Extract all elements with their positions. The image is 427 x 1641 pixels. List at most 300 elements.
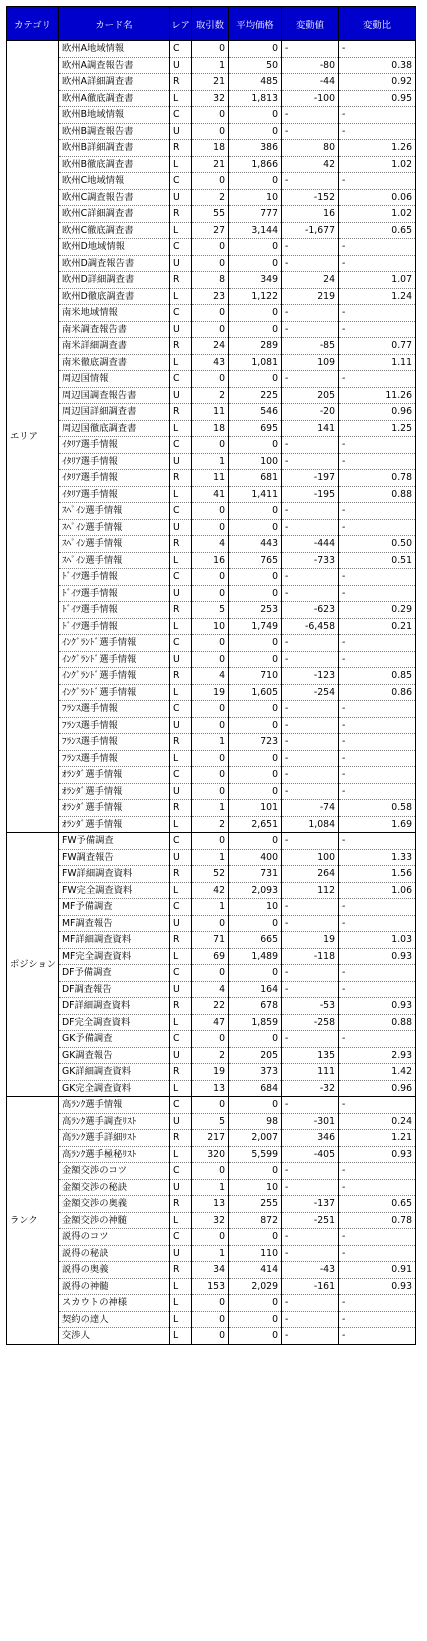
change-value-cell xyxy=(282,1245,339,1262)
card-name-cell: 南米詳細調査書 xyxy=(59,338,170,355)
table-row xyxy=(7,750,416,767)
avg-price-cell: 0 xyxy=(229,437,282,454)
rarity-cell: R xyxy=(170,1064,192,1081)
rarity-cell: L xyxy=(170,1080,192,1097)
trades-cell: 1 xyxy=(192,1179,229,1196)
change-value-value: - xyxy=(285,917,289,929)
trades-cell: 24 xyxy=(192,338,229,355)
avg-price-cell: 225 xyxy=(229,387,282,404)
trades-cell: 0 xyxy=(192,833,229,850)
rarity-cell: R xyxy=(170,734,192,751)
change-value-value: - xyxy=(285,1330,289,1341)
change-value-value: - xyxy=(285,373,289,384)
table-row xyxy=(7,140,416,157)
card-name-cell: 交渉人 xyxy=(59,1328,170,1345)
table-row xyxy=(7,833,416,850)
rarity-cell: R xyxy=(170,866,192,883)
avg-price-cell: 710 xyxy=(229,668,282,685)
change-ratio-value: - xyxy=(342,521,346,533)
table-row xyxy=(7,74,416,91)
change-ratio-cell xyxy=(339,1295,416,1312)
card-name-cell: 欧州A地域情報 xyxy=(59,41,170,58)
card-name-cell: 欧州D調査報告書 xyxy=(59,255,170,272)
change-ratio-cell xyxy=(339,1031,416,1048)
change-value-cell xyxy=(282,849,339,866)
change-ratio-cell xyxy=(339,800,416,817)
header-row xyxy=(7,7,416,41)
avg-price-cell: 0 xyxy=(229,585,282,602)
change-ratio-value: 1.06 xyxy=(391,884,412,896)
card-name-cell: ﾄﾞｲﾂ選手情報 xyxy=(59,585,170,602)
trades-cell: 0 xyxy=(192,371,229,388)
change-value-cell xyxy=(282,140,339,157)
change-ratio-cell xyxy=(339,585,416,602)
rarity-cell: R xyxy=(170,272,192,289)
card-name-cell: ｲﾀﾘｱ選手情報 xyxy=(59,437,170,454)
avg-price-cell: 1,749 xyxy=(229,618,282,635)
table-row xyxy=(7,1130,416,1147)
change-ratio-cell xyxy=(339,1163,416,1180)
card-name-cell: 周辺国情報 xyxy=(59,371,170,388)
card-name-cell: ｲﾀﾘｱ選手情報 xyxy=(59,486,170,503)
change-value-cell xyxy=(282,767,339,784)
table-row xyxy=(7,701,416,718)
change-ratio-cell xyxy=(339,866,416,883)
change-ratio-value: 1.21 xyxy=(391,1132,412,1144)
card-name-cell: 欧州A徹底調査書 xyxy=(59,90,170,107)
change-value-cell xyxy=(282,239,339,256)
category-cell: エリア xyxy=(7,41,59,833)
trades-cell: 1 xyxy=(192,734,229,751)
rarity-cell: U xyxy=(170,915,192,932)
card-name-cell: DF完全調査資料 xyxy=(59,1014,170,1031)
rarity-cell: U xyxy=(170,783,192,800)
change-ratio-cell xyxy=(339,420,416,437)
trades-cell: 0 xyxy=(192,1097,229,1114)
rarity-cell: L xyxy=(170,948,192,965)
card-name-cell: ｽﾍﾟｲﾝ選手情報 xyxy=(59,503,170,520)
avg-price-cell: 10 xyxy=(229,189,282,206)
trades-cell: 4 xyxy=(192,981,229,998)
table-row xyxy=(7,90,416,107)
table-row xyxy=(7,816,416,833)
change-ratio-value: - xyxy=(342,1165,346,1176)
trades-cell: 32 xyxy=(192,1212,229,1229)
change-value-cell xyxy=(282,387,339,404)
change-ratio-value: 1.07 xyxy=(391,274,412,286)
change-ratio-cell xyxy=(339,1196,416,1213)
change-ratio-cell xyxy=(339,57,416,74)
trades-cell: 0 xyxy=(192,651,229,668)
table-row xyxy=(7,371,416,388)
rarity-cell: C xyxy=(170,1229,192,1246)
rarity-cell: R xyxy=(170,1130,192,1147)
trades-cell: 0 xyxy=(192,585,229,602)
rarity-cell: L xyxy=(170,882,192,899)
change-value-value: - xyxy=(285,1165,289,1176)
change-value-cell xyxy=(282,486,339,503)
avg-price-cell: 2,651 xyxy=(229,816,282,833)
table-row xyxy=(7,552,416,569)
avg-price-cell: 50 xyxy=(229,57,282,74)
avg-price-cell: 0 xyxy=(229,503,282,520)
table-row xyxy=(7,1163,416,1180)
rarity-cell: L xyxy=(170,684,192,701)
change-value-value: -6,458 xyxy=(305,620,335,632)
change-ratio-value: - xyxy=(342,983,346,995)
trades-cell: 69 xyxy=(192,948,229,965)
trades-cell: 0 xyxy=(192,123,229,140)
change-ratio-cell xyxy=(339,321,416,338)
change-ratio-value: - xyxy=(342,1297,346,1308)
rarity-cell: U xyxy=(170,1245,192,1262)
avg-price-cell: 0 xyxy=(229,41,282,58)
card-name-cell: MF予備調査 xyxy=(59,899,170,916)
avg-price-cell: 665 xyxy=(229,932,282,949)
avg-price-cell: 723 xyxy=(229,734,282,751)
change-value-value: 1,084 xyxy=(308,818,335,830)
change-value-value: -161 xyxy=(313,1280,335,1292)
trades-cell: 0 xyxy=(192,173,229,190)
table-row xyxy=(7,288,416,305)
trades-cell: 2 xyxy=(192,1047,229,1064)
avg-price-cell: 0 xyxy=(229,717,282,734)
card-price-table xyxy=(6,6,416,1345)
avg-price-cell: 0 xyxy=(229,915,282,932)
change-value-cell xyxy=(282,189,339,206)
change-ratio-value: 0.93 xyxy=(391,950,412,962)
header-category: カテゴリ xyxy=(7,7,59,41)
change-ratio-value: - xyxy=(342,719,346,731)
card-name-cell: 説得の奥義 xyxy=(59,1262,170,1279)
card-name-cell: GK予備調査 xyxy=(59,1031,170,1048)
trades-cell: 21 xyxy=(192,156,229,173)
avg-price-cell: 0 xyxy=(229,107,282,124)
change-ratio-value: - xyxy=(342,1330,346,1341)
card-name-cell: 欧州C徹底調査書 xyxy=(59,222,170,239)
change-value-cell xyxy=(282,519,339,536)
change-value-value: - xyxy=(285,1181,289,1193)
avg-price-cell: 1,605 xyxy=(229,684,282,701)
rarity-cell: L xyxy=(170,486,192,503)
card-name-cell: 高ﾗﾝｸ選手調査ﾘｽﾄ xyxy=(59,1113,170,1130)
table-row xyxy=(7,1196,416,1213)
change-value-cell xyxy=(282,800,339,817)
trades-cell: 32 xyxy=(192,90,229,107)
change-ratio-cell xyxy=(339,602,416,619)
change-ratio-cell xyxy=(339,486,416,503)
change-value-cell xyxy=(282,404,339,421)
avg-price-cell: 100 xyxy=(229,453,282,470)
change-ratio-value: 0.51 xyxy=(391,554,412,566)
avg-price-cell: 255 xyxy=(229,1196,282,1213)
rarity-cell: L xyxy=(170,1295,192,1312)
change-ratio-cell xyxy=(339,998,416,1015)
change-value-cell xyxy=(282,965,339,982)
rarity-cell: U xyxy=(170,1179,192,1196)
change-value-value: - xyxy=(285,1247,289,1259)
change-value-value: - xyxy=(285,736,289,747)
change-ratio-value: 0.78 xyxy=(391,472,412,484)
trades-cell: 16 xyxy=(192,552,229,569)
change-ratio-value: - xyxy=(342,637,346,648)
card-name-cell: ｲﾀﾘｱ選手情報 xyxy=(59,453,170,470)
rarity-cell: C xyxy=(170,371,192,388)
avg-price-cell: 414 xyxy=(229,1262,282,1279)
change-value-value: -254 xyxy=(313,686,335,698)
change-value-cell xyxy=(282,734,339,751)
trades-cell: 18 xyxy=(192,140,229,157)
change-ratio-value: - xyxy=(342,1099,346,1110)
change-value-cell xyxy=(282,932,339,949)
change-ratio-value: 0.06 xyxy=(391,191,412,203)
rarity-cell: L xyxy=(170,816,192,833)
change-ratio-cell xyxy=(339,684,416,701)
table-row xyxy=(7,981,416,998)
change-value-value: 100 xyxy=(317,851,335,863)
trades-cell: 0 xyxy=(192,1163,229,1180)
avg-price-cell: 0 xyxy=(229,635,282,652)
change-value-cell xyxy=(282,1295,339,1312)
table-row xyxy=(7,1179,416,1196)
avg-price-cell: 777 xyxy=(229,206,282,223)
change-value-value: - xyxy=(285,967,289,978)
change-value-cell xyxy=(282,668,339,685)
change-value-cell xyxy=(282,123,339,140)
table-row xyxy=(7,156,416,173)
card-name-cell: ｵﾗﾝﾀﾞ選手情報 xyxy=(59,783,170,800)
rarity-cell: U xyxy=(170,57,192,74)
card-name-cell: GK詳細調査資料 xyxy=(59,1064,170,1081)
avg-price-cell: 872 xyxy=(229,1212,282,1229)
rarity-cell: C xyxy=(170,1097,192,1114)
rarity-cell: C xyxy=(170,305,192,322)
change-value-value: -44 xyxy=(319,76,335,88)
trades-cell: 0 xyxy=(192,437,229,454)
change-value-cell xyxy=(282,1163,339,1180)
change-value-cell xyxy=(282,569,339,586)
trades-cell: 2 xyxy=(192,189,229,206)
card-name-cell: DF調査報告 xyxy=(59,981,170,998)
avg-price-cell: 678 xyxy=(229,998,282,1015)
change-value-value: 219 xyxy=(317,290,335,302)
header-trades: 取引数 xyxy=(192,7,229,41)
table-row xyxy=(7,899,416,916)
rarity-cell: U xyxy=(170,453,192,470)
change-ratio-cell xyxy=(339,932,416,949)
table-row xyxy=(7,585,416,602)
card-name-cell: ﾄﾞｲﾂ選手情報 xyxy=(59,602,170,619)
rarity-cell: R xyxy=(170,1196,192,1213)
trades-cell: 0 xyxy=(192,767,229,784)
change-value-cell xyxy=(282,371,339,388)
avg-price-cell: 98 xyxy=(229,1113,282,1130)
change-value-cell xyxy=(282,420,339,437)
header-avg-price: 平均価格 xyxy=(229,7,282,41)
trades-cell: 0 xyxy=(192,750,229,767)
change-value-value: - xyxy=(285,1313,289,1325)
rarity-cell: L xyxy=(170,156,192,173)
change-ratio-cell xyxy=(339,453,416,470)
change-value-cell xyxy=(282,1014,339,1031)
change-value-value: - xyxy=(285,455,289,467)
change-ratio-value: - xyxy=(342,835,346,846)
card-name-cell: 欧州C詳細調査書 xyxy=(59,206,170,223)
change-ratio-value: - xyxy=(342,505,346,516)
rarity-cell: R xyxy=(170,74,192,91)
rarity-cell: R xyxy=(170,470,192,487)
change-value-value: - xyxy=(285,241,289,252)
change-ratio-value: - xyxy=(342,1231,346,1242)
avg-price-cell: 731 xyxy=(229,866,282,883)
change-value-cell xyxy=(282,717,339,734)
rarity-cell: C xyxy=(170,173,192,190)
change-value-value: 109 xyxy=(317,356,335,368)
change-value-cell xyxy=(282,684,339,701)
change-ratio-cell xyxy=(339,189,416,206)
card-name-cell: ｵﾗﾝﾀﾞ選手情報 xyxy=(59,767,170,784)
avg-price-cell: 1,411 xyxy=(229,486,282,503)
change-value-value: -74 xyxy=(319,802,335,814)
card-name-cell: ｲﾝｸﾞﾗﾝﾄﾞ選手情報 xyxy=(59,684,170,701)
table-row xyxy=(7,305,416,322)
change-ratio-value: 0.29 xyxy=(391,604,412,616)
change-ratio-value: 0.78 xyxy=(391,1214,412,1226)
change-value-cell xyxy=(282,305,339,322)
rarity-cell: L xyxy=(170,1014,192,1031)
change-ratio-value: - xyxy=(342,109,346,120)
table-row xyxy=(7,998,416,1015)
rarity-cell: U xyxy=(170,1113,192,1130)
change-ratio-value: - xyxy=(342,769,346,780)
rarity-cell: C xyxy=(170,437,192,454)
change-ratio-value: 2.93 xyxy=(391,1049,412,1061)
change-value-value: - xyxy=(285,1099,289,1110)
change-ratio-value: 0.65 xyxy=(391,1198,412,1210)
trades-cell: 0 xyxy=(192,503,229,520)
card-name-cell: GK完全調査資料 xyxy=(59,1080,170,1097)
table-row xyxy=(7,882,416,899)
card-name-cell: 周辺国徹底調査書 xyxy=(59,420,170,437)
change-value-cell xyxy=(282,1031,339,1048)
table-row xyxy=(7,602,416,619)
change-value-value: - xyxy=(285,637,289,648)
change-ratio-value: 1.42 xyxy=(391,1066,412,1078)
change-value-value: - xyxy=(285,785,289,797)
table-row xyxy=(7,635,416,652)
avg-price-cell: 0 xyxy=(229,1097,282,1114)
change-value-value: -100 xyxy=(313,92,335,104)
avg-price-cell: 0 xyxy=(229,1311,282,1328)
change-ratio-value: - xyxy=(342,571,346,582)
table-row xyxy=(7,420,416,437)
change-ratio-cell xyxy=(339,1047,416,1064)
table-row xyxy=(7,272,416,289)
table-row xyxy=(7,123,416,140)
change-ratio-cell xyxy=(339,1245,416,1262)
change-value-value: 80 xyxy=(323,142,335,154)
change-ratio-cell xyxy=(339,1262,416,1279)
change-ratio-cell xyxy=(339,981,416,998)
table-row xyxy=(7,536,416,553)
rarity-cell: R xyxy=(170,536,192,553)
card-name-cell: DF詳細調査資料 xyxy=(59,998,170,1015)
rarity-cell: L xyxy=(170,1311,192,1328)
table-row xyxy=(7,354,416,371)
rarity-cell: C xyxy=(170,41,192,58)
change-ratio-cell xyxy=(339,734,416,751)
change-ratio-cell xyxy=(339,338,416,355)
change-value-value: - xyxy=(285,571,289,582)
card-name-cell: 欧州D地域情報 xyxy=(59,239,170,256)
change-ratio-cell xyxy=(339,519,416,536)
table-row xyxy=(7,486,416,503)
change-ratio-cell xyxy=(339,1229,416,1246)
change-ratio-value: - xyxy=(342,43,346,54)
change-ratio-cell xyxy=(339,90,416,107)
avg-price-cell: 0 xyxy=(229,833,282,850)
card-name-cell: MF調査報告 xyxy=(59,915,170,932)
card-name-cell: ｲﾝｸﾞﾗﾝﾄﾞ選手情報 xyxy=(59,651,170,668)
avg-price-cell: 1,122 xyxy=(229,288,282,305)
avg-price-cell: 1,081 xyxy=(229,354,282,371)
change-value-value: 42 xyxy=(323,158,335,170)
rarity-cell: U xyxy=(170,321,192,338)
change-ratio-value: 0.21 xyxy=(391,620,412,632)
change-ratio-cell xyxy=(339,651,416,668)
card-name-cell: ｲﾝｸﾞﾗﾝﾄﾞ選手情報 xyxy=(59,635,170,652)
table-row xyxy=(7,404,416,421)
change-ratio-cell xyxy=(339,618,416,635)
table-row xyxy=(7,684,416,701)
change-value-cell xyxy=(282,1047,339,1064)
card-name-cell: 欧州C調査報告書 xyxy=(59,189,170,206)
change-value-cell xyxy=(282,1097,339,1114)
change-ratio-value: - xyxy=(342,307,346,318)
avg-price-cell: 400 xyxy=(229,849,282,866)
change-ratio-cell xyxy=(339,404,416,421)
change-ratio-cell xyxy=(339,1311,416,1328)
avg-price-cell: 0 xyxy=(229,1295,282,1312)
change-ratio-cell xyxy=(339,1080,416,1097)
change-ratio-cell xyxy=(339,915,416,932)
table-row xyxy=(7,1311,416,1328)
rarity-cell: C xyxy=(170,635,192,652)
rarity-cell: U xyxy=(170,651,192,668)
change-value-cell xyxy=(282,585,339,602)
avg-price-cell: 349 xyxy=(229,272,282,289)
trades-cell: 0 xyxy=(192,635,229,652)
change-ratio-cell xyxy=(339,965,416,982)
rarity-cell: L xyxy=(170,618,192,635)
change-value-value: - xyxy=(285,587,289,599)
table-row xyxy=(7,668,416,685)
category-cell: ポジション xyxy=(7,833,59,1097)
card-name-cell: 周辺国詳細調査書 xyxy=(59,404,170,421)
change-ratio-value: - xyxy=(342,1181,346,1193)
change-value-cell xyxy=(282,816,339,833)
change-ratio-cell xyxy=(339,255,416,272)
card-name-cell: 高ﾗﾝｸ選手情報 xyxy=(59,1097,170,1114)
avg-price-cell: 2,007 xyxy=(229,1130,282,1147)
change-ratio-cell xyxy=(339,239,416,256)
rarity-cell: L xyxy=(170,222,192,239)
card-name-cell: ﾌﾗﾝｽ選手情報 xyxy=(59,717,170,734)
table-row xyxy=(7,41,416,58)
change-ratio-cell xyxy=(339,222,416,239)
trades-cell: 19 xyxy=(192,1064,229,1081)
card-name-cell: ﾌﾗﾝｽ選手情報 xyxy=(59,701,170,718)
